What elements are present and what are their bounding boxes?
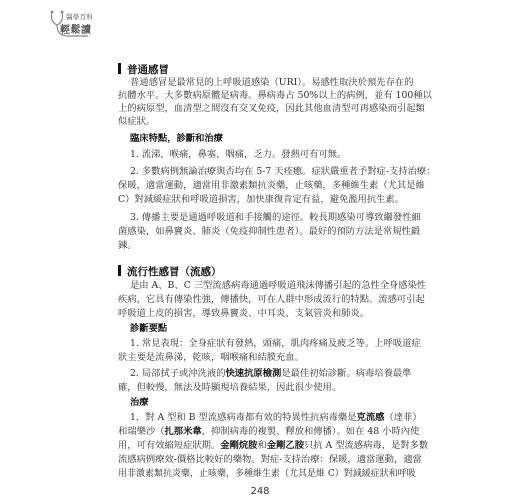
subheading: 治療 xyxy=(130,397,149,408)
paragraph-line: 3. 傳播主要是通過呼吸道和手接觸的途徑。較長期感染可導致繼發性細 xyxy=(130,212,421,223)
paragraph-line: 鍊。 xyxy=(118,240,137,251)
paragraph-line: 菌感染，如鼻竇炎、肺炎（免疫抑制性患者）。最好的預防方法是常規性鍛 xyxy=(118,226,421,237)
section-marker xyxy=(118,265,121,276)
section-marker xyxy=(118,63,121,74)
paragraph-line: 疾病，它具有傳染性強，傳播快，可在人群中形成流行的特點。流感可引起 xyxy=(118,294,425,305)
paragraph-line: 呼吸道上皮的損害，導致鼻竇炎、中耳炎、支氣管炎和肺炎。 xyxy=(118,308,370,319)
section-title-influenza: 流行性感冒（流感） xyxy=(118,264,222,279)
paragraph-line: 確，但較慢，無法及時顯現培養結果，因此很少使用。 xyxy=(118,382,342,393)
paragraph-line: 似症狀。 xyxy=(118,116,156,127)
bold-term: 金剛乙胺 xyxy=(266,440,304,451)
paragraph-line: 狀主要是流鼻涕，乾咳，咽喉痛和結膜充血。 xyxy=(118,352,304,363)
paragraph-line: 保暖，適當運動，適當用非激素類抗炎藥，止咳藥，多種維生素（尤其是維 xyxy=(118,180,425,191)
paragraph-line: 普通感冒是最常見的上呼吸道感染（URI）。易感性取決於預先存在的 xyxy=(130,77,414,88)
subheading: 臨床特點，診斷和治療 xyxy=(130,133,223,144)
bold-term: 快速抗原檢測 xyxy=(225,368,282,379)
paragraph-line: C）對減緩症狀和呼吸道損害，加快康復肯定有益，避免濫用抗生素。 xyxy=(118,194,405,205)
book-logo xyxy=(48,8,92,40)
bold-term: 克流感 xyxy=(356,412,385,423)
subheading: 診斷要點 xyxy=(130,323,168,334)
paragraph-line: 用，可有效縮短症狀期。金剛烷胺和金剛乙胺只抗 A 型流感病毒，是對多數 xyxy=(118,440,429,451)
paragraph-line: 2. 局部拭子或沖洗液的快速抗原檢測是最佳初始診斷。病毒培養最準 xyxy=(130,368,412,379)
paragraph-line: 和瑞樂沙（扎那米韋，抑制病毒的複製、釋放和傳播）。如在 48 小時內使 xyxy=(118,426,420,437)
paragraph-line: 2. 多數病例無論治療與否均在 5-7 天痊癒。症狀嚴重者予對症-支持治療： xyxy=(130,166,436,177)
paragraph-line: 1. 流涕，喉痛，鼻塞，咽痛，乏力。發熱可有可無。 xyxy=(130,149,347,160)
paragraph-line: 是由 A、B、C 三型流感病毒通過呼吸道飛沫傳播引起的急性全身感染性 xyxy=(130,280,427,291)
bold-term: 金剛烷胺 xyxy=(220,440,258,451)
paragraph-line: 用非激素類抗炎藥，止咳藥，多種維生素（尤其是維 C）對減緩症狀和呼吸 xyxy=(118,469,416,479)
logo-small-text: 醫學百科 xyxy=(66,13,94,21)
section-title-common-cold: 普通感冒 xyxy=(118,62,169,77)
paragraph-line: 流感病例療效-價格比較好的藥物。對症-支持治療：保暖，適當運動，適當 xyxy=(118,454,422,465)
paragraph-line: 1．對 A 型和 B 型流感病毒都有效的特異性抗病毒藥是克流感（達菲） xyxy=(130,412,422,423)
page-number: 248 xyxy=(250,486,270,497)
paragraph-line: 上的病原型，血清型之間沒有交叉免疫，因此其他血清型可再感染而引起類 xyxy=(118,103,425,114)
paragraph-line: 抗體水平。大多數病原體是病毒。鼻病毒占 50%以上的病例，並有 100種以 xyxy=(118,90,432,101)
bold-term: 扎那米韋 xyxy=(164,426,202,437)
paragraph-line: 1. 常見表現：全身症狀有發熱，頭痛，肌肉疼痛及疲乏等。上呼吸道症 xyxy=(130,338,421,349)
logo-title: 輕鬆讀 xyxy=(60,25,92,36)
